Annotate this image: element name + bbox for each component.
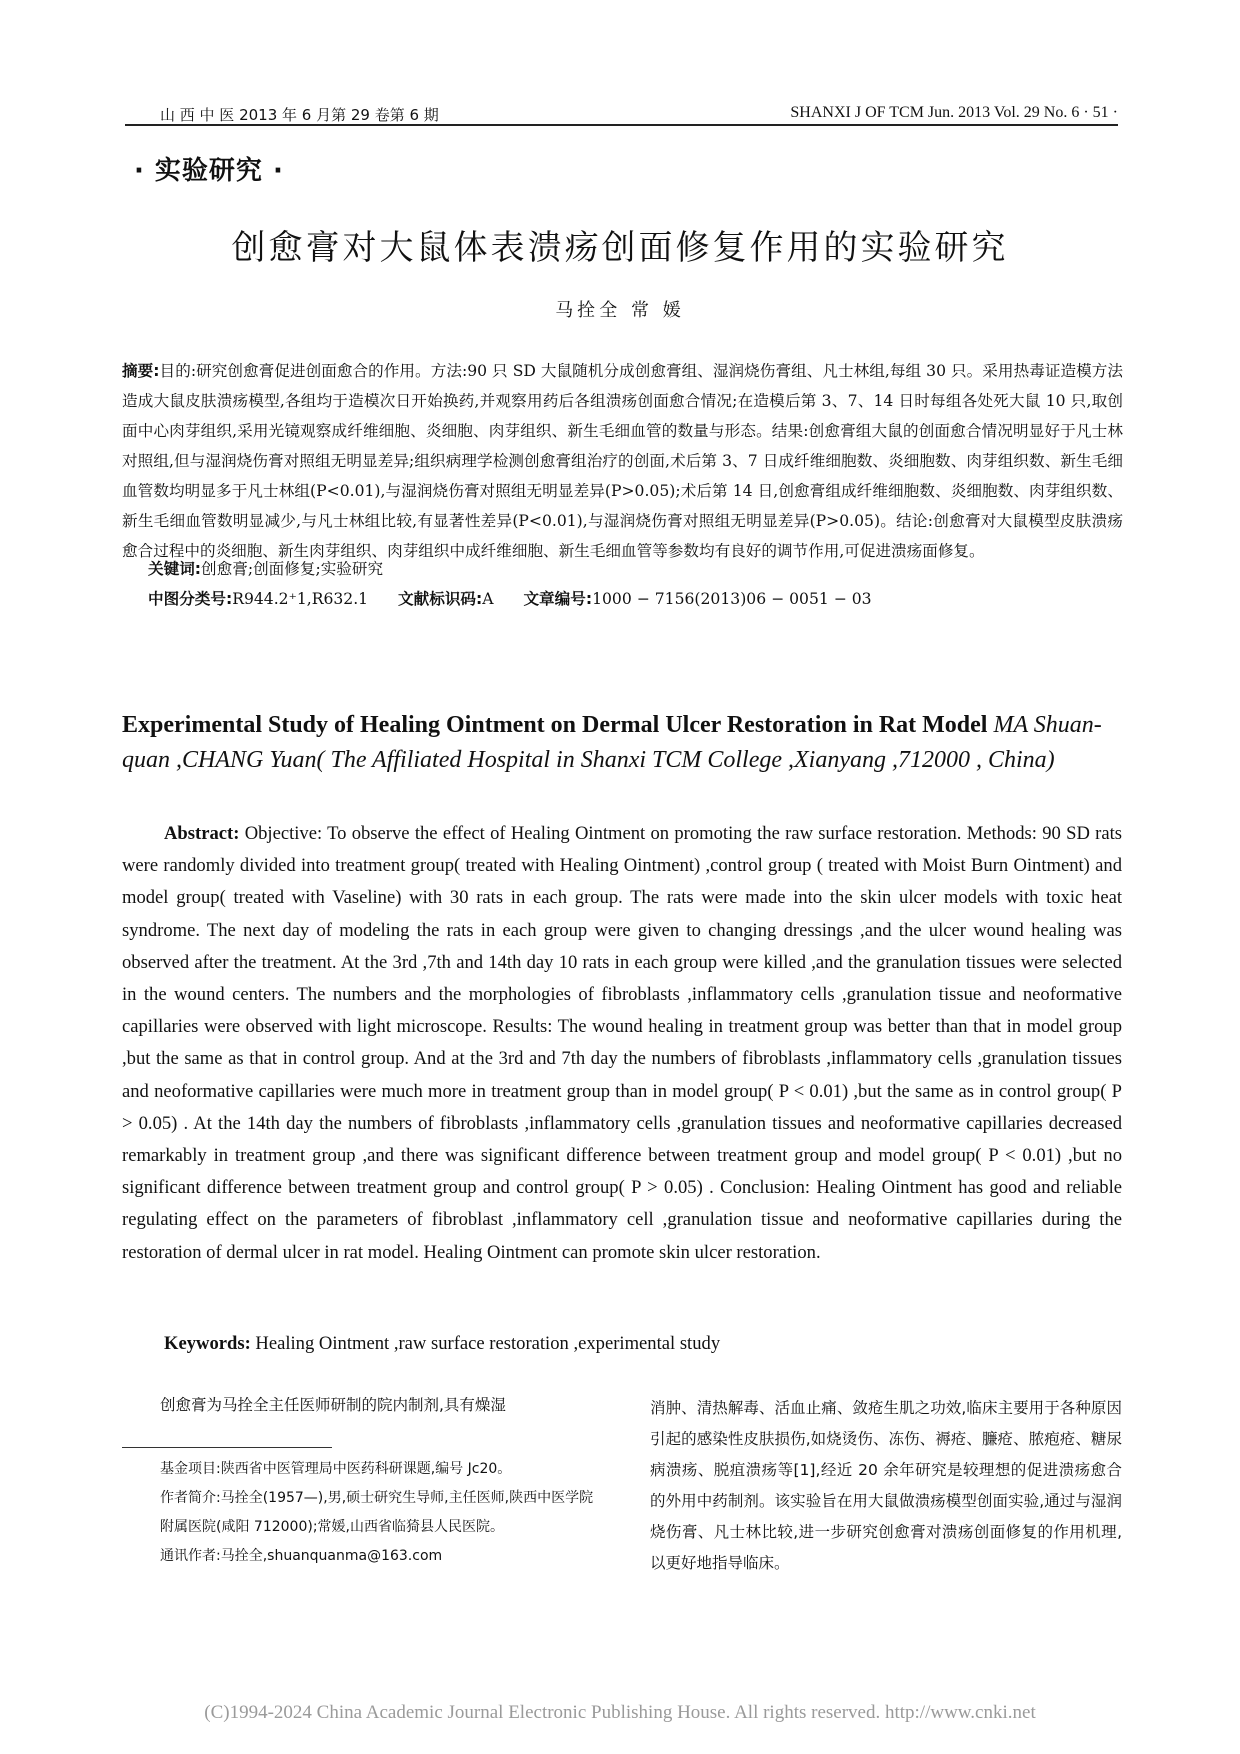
- footnote-author: 作者简介:马拴全(1957—),男,硕士研究生导师,主任医师,陕西中医学院附属医院(咸阳 712000);常媛,山西省临猗县人民医院。: [160, 1490, 594, 1535]
- chinese-abstract-text: 目的:研究创愈膏促进创面愈合的作用。方法:90 只 SD 大鼠随机分成创愈膏组、湿润烧伤膏组、凡士林组,每组 30 只。采用热毒证造模方法造成大鼠皮肤溃疡模型,各组均于造模次日开始换药,并观察用药后各组溃疡创面愈合情况;在造模后第 3、7、14 日时每组各处死大鼠 10 只,取创面中心肉芽组织,采用光镜观察成纤维细胞、炎细胞、肉芽组织、新生毛细血管的数量与形态。结果:创愈膏组大鼠的创面愈合情况明显好于凡士林对照组,但与湿润烧伤膏对照组无明显差异;组织病理学检测创愈膏组治疗的创面,术后第 3、7 日成纤维细胞数、炎细胞数、肉芽组织数、新生毛细血管数均明显多于凡士林组(P<0.01),与湿润烧伤膏对照组无明显差异(P>0.05);术后第 14 日,创愈膏组成纤维细胞数、炎细胞数、肉芽组织数、新生毛细血管数明显减少,与凡士林组比较,有显著性差异(P<0.01),与湿润烧伤膏对照组无明显差异(P>0.05)。结论:创愈膏对大鼠模型皮肤溃疡愈合过程中的炎细胞、新生肉芽组织、肉芽组织中成纤维细胞、新生毛细血管等参数均有良好的调节作用,可促进溃疡面修复。: [122, 362, 1123, 560]
- footnote-fund: 基金项目:陕西省中医管理局中医药科研课题,编号 Jc20。: [160, 1461, 512, 1477]
- body-text-left: 创愈膏为马拴全主任医师研制的院内制剂,具有燥湿: [160, 1396, 506, 1414]
- english-keywords-text: Healing Ointment ,raw surface restoration ,experimental study: [255, 1333, 721, 1354]
- chinese-keywords-label: 关键词:: [148, 560, 202, 578]
- footnote-rule: [122, 1447, 332, 1448]
- footnotes: [122, 1455, 606, 1571]
- article-id-value: 1000 − 7156(2013)06 − 0051 − 03: [592, 590, 872, 608]
- doc-code-value: A: [482, 590, 494, 608]
- english-authors-affiliation: MA Shuan-quan ,CHANG Yuan( The Affiliated Hospital in Shanxi TCM College ,Xianyang ,712000 , China): [122, 712, 1102, 773]
- section-tag: · 实验研究 ·: [134, 156, 284, 186]
- article-id-label: 文章编号:: [523, 590, 593, 608]
- header-rule: [125, 124, 1118, 126]
- article-title: 创愈膏对大鼠体表溃疡创面修复作用的实验研究: [231, 228, 1009, 268]
- chinese-keywords: [148, 557, 383, 579]
- body-text-right: 消肿、清热解毒、活血止痛、敛疮生肌之功效,临床主要用于各种原因引起的感染性皮肤损伤,如烧烫伤、冻伤、褥疮、臁疮、脓疱疮、糖尿病溃疡、脱疽溃疡等[1],经近 20 余年研究是较理想的促进溃疡愈合的外用中药制剂。该实验旨在用大鼠做溃疡模型创面实验,通过与湿润烧伤膏、凡士林比较,进一步研究创愈膏对溃疡创面修复的作用机理,以更好地指导临床。: [650, 1399, 1122, 1572]
- header-journal-cn: 山 西 中 医 2013 年 6 月第 29 卷第 6 期: [160, 106, 439, 124]
- english-keywords-label: Keywords:: [164, 1333, 251, 1354]
- english-abstract: [122, 818, 1122, 1269]
- doc-code-label: 文献标识码:: [398, 590, 483, 608]
- english-abstract-label: Abstract:: [164, 823, 240, 844]
- article-authors: 马拴全 常 媛: [555, 300, 685, 321]
- clc-label: 中图分类号:: [148, 590, 233, 608]
- english-title: Experimental Study of Healing Ointment on Dermal Ulcer Restoration in Rat Model: [122, 712, 988, 738]
- copyright-watermark: (C)1994-2024 China Academic Journal Electronic Publishing House. All rights reserved. http://www.cnki.net: [204, 1702, 1036, 1723]
- header-journal-en: SHANXI J OF TCM Jun. 2013 Vol. 29 No. 6 · 51 ·: [790, 104, 1118, 121]
- english-title-block: [122, 708, 1122, 778]
- english-keywords: [164, 1333, 720, 1355]
- chinese-abstract-label: 摘要:: [122, 362, 160, 380]
- english-abstract-text: Objective: To observe the effect of Healing Ointment on promoting the raw surface restoration. Methods: 90 SD rats were randomly divided into treatment group( treated with Healing Ointment) ,control group ( treated with Moist Burn Ointment) and model group( treated with Vaseline) with 30 rats in each group. The rats were made into the skin ulcer models with toxic heat syndrome. The next day of modeling the rats in each group were given to changing dressings ,and the ulcer wound healing was observed after the treatment. At the 3rd ,7th and 14th day 10 rats in each group were killed ,and the granulation tissues were selected in the wound centers. The numbers and the morphologies of fibroblasts ,inflammatory cells ,granulation tissue and neoformative capillaries were observed with light microscope. Results: The wound healing in treatment group was better than that in model group ,but the same as that in control group. And at the 3rd and 7th day the numbers of fibroblasts ,inflammatory cells ,granulation tissues and neoformative capillaries were much more in treatment group than in model group( P < 0.01) ,but the same as in control group( P > 0.05) . At the 14th day the numbers of fibroblasts ,inflammatory cells ,granulation tissues and neoformative capillaries decreased remarkably in treatment group ,and there was significant difference between treatment group and model group( P < 0.01) ,but no significant difference between treatment group and control group( P > 0.05) . Conclusion: Healing Ointment has good and reliable regulating effect on the parameters of fibroblast ,inflammatory cell ,granulation tissue and neoformative capillaries during the restoration of dermal ulcer in rat model. Healing Ointment can promote skin ulcer restoration.: [122, 823, 1122, 1263]
- clc-value: R944.2⁺1,R632.1: [232, 590, 369, 608]
- chinese-keywords-text: 创愈膏;创面修复;实验研究: [201, 560, 384, 578]
- chinese-abstract: [122, 356, 1123, 566]
- running-header: [125, 104, 1118, 126]
- classification-line: [148, 587, 872, 609]
- footnote-contact: 通讯作者:马拴全,shuanquanma@163.com: [160, 1548, 443, 1564]
